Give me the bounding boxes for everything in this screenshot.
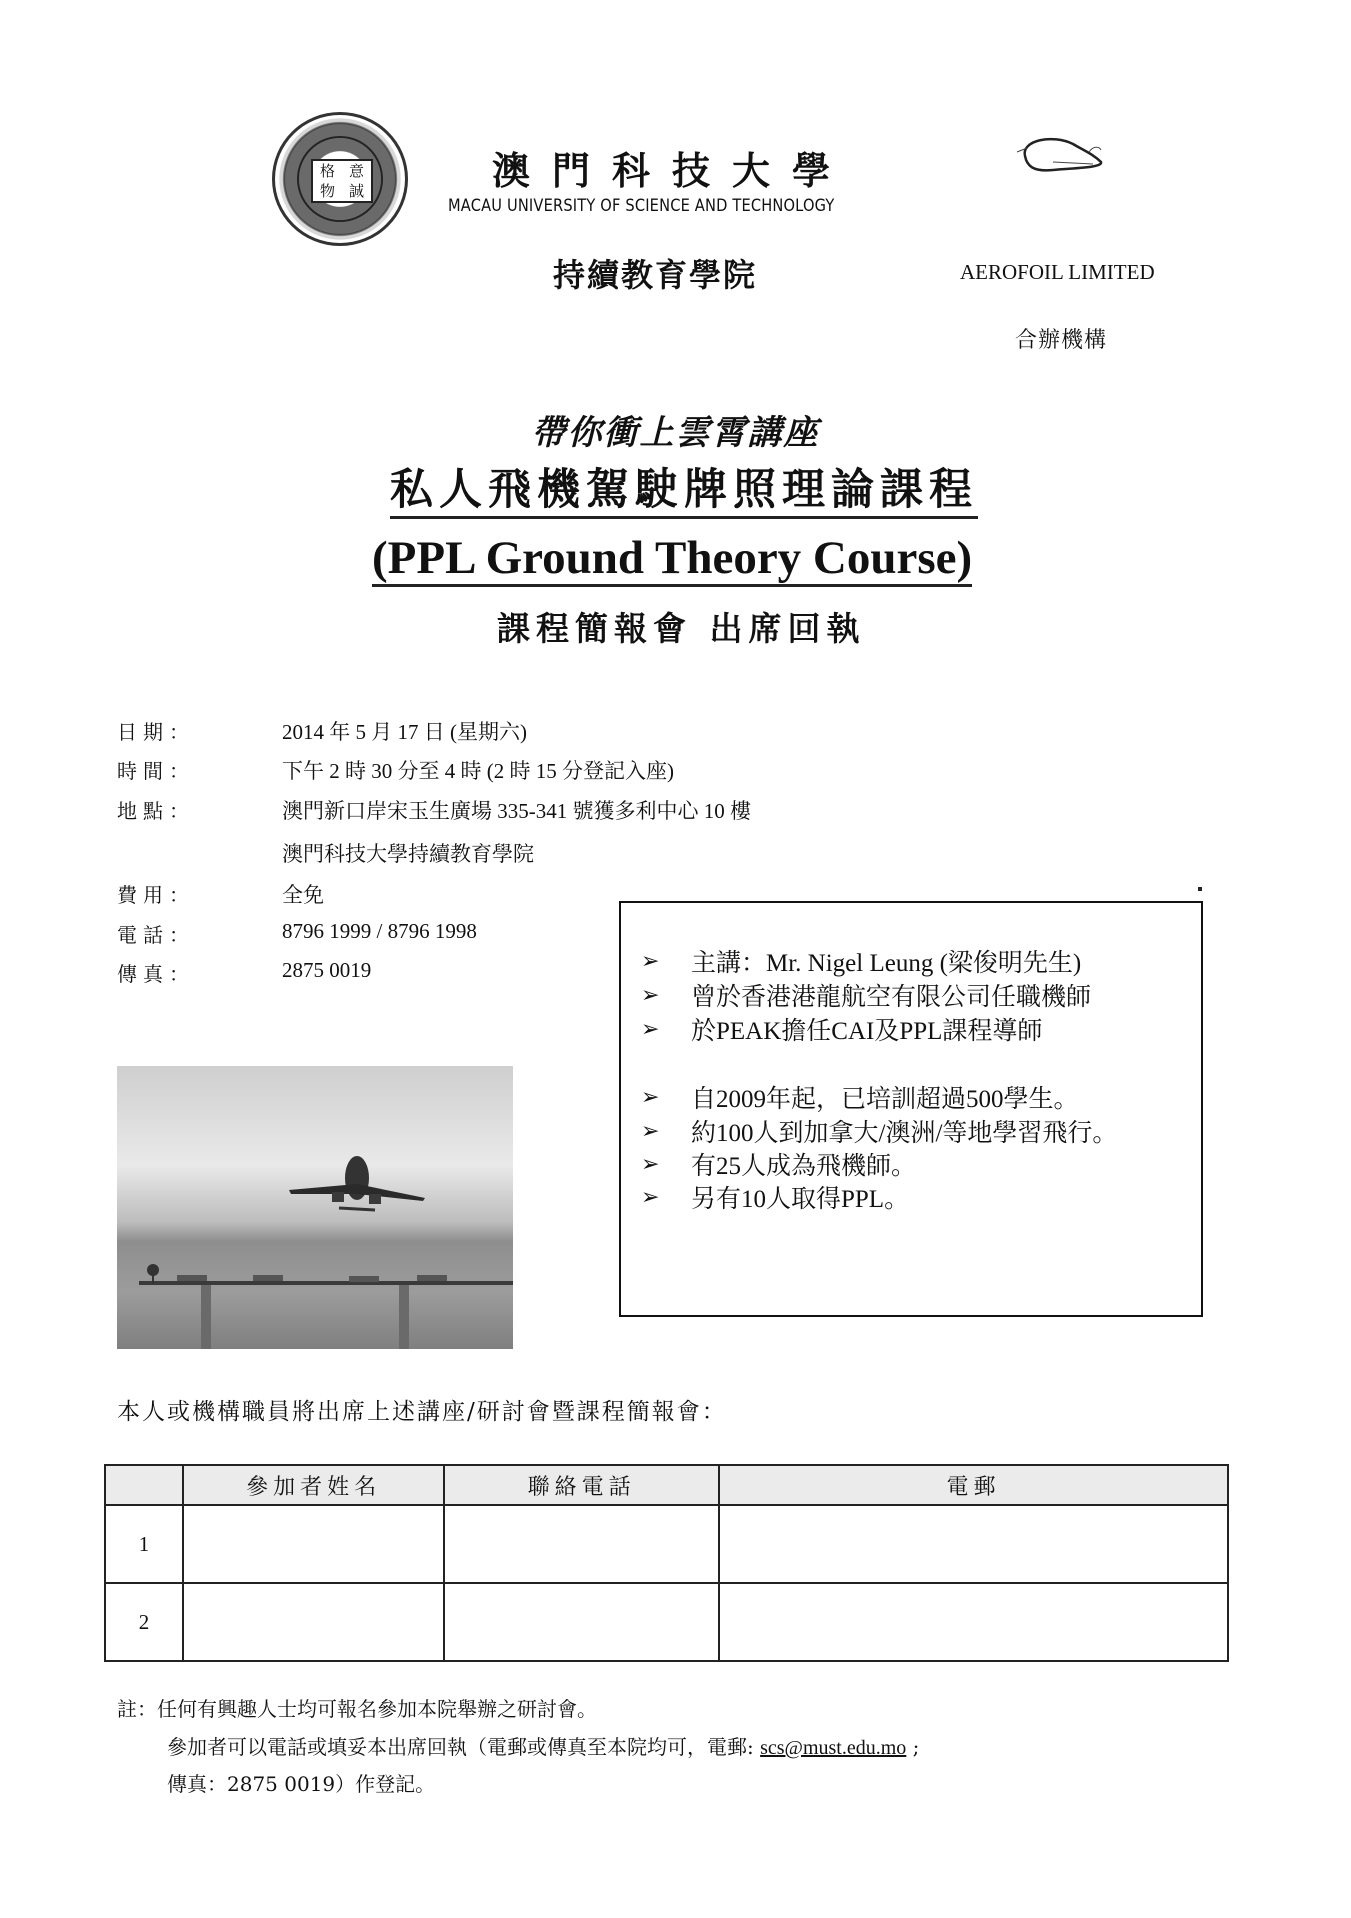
bullet-item xyxy=(641,1079,1079,1115)
seal-motto-char: 意 xyxy=(348,162,364,180)
table-row xyxy=(105,1505,1228,1583)
note-line-2-text: 參加者可以電話或填妥本出席回執（電郵或傳真至本院均可，電郵: xyxy=(167,1735,761,1759)
date-label: 日期： xyxy=(117,720,195,744)
scan-mark xyxy=(1198,887,1202,891)
bullet-text: 曾於香港港龍航空有限公司任職機師 xyxy=(691,984,1092,1011)
venue-value: 澳門新口岸宋玉生廣場 335-341 號獲多利中心 10 樓 xyxy=(282,799,751,823)
email-cell[interactable] xyxy=(719,1505,1228,1583)
university-name-en: MACAU UNIVERSITY OF SCIENCE AND TECHNOLOGY xyxy=(448,196,835,216)
bullet-item xyxy=(641,1146,916,1182)
time-value: 下午 2 時 30 分至 4 時 (2 時 15 分登記入座) xyxy=(282,759,674,783)
phone-cell[interactable] xyxy=(444,1583,719,1661)
phone-value: 8796 1999 / 8796 1998 xyxy=(282,919,477,943)
seal-motto xyxy=(311,159,373,203)
bullet-item xyxy=(641,1179,909,1215)
column-header-number xyxy=(105,1465,183,1505)
partner-name: AEROFOIL LIMITED xyxy=(960,260,1155,284)
seal-motto-char: 格 xyxy=(319,162,335,180)
note-line-2-suffix: ; xyxy=(906,1735,920,1759)
name-cell[interactable] xyxy=(183,1583,445,1661)
time-label: 時間： xyxy=(117,759,195,783)
note-line-2 xyxy=(167,1731,919,1760)
bullet-text: 於PEAK擔任CAI及PPL課程導師 xyxy=(691,1018,1043,1045)
attendance-heading: 本人或機構職員將出席上述講座/研討會暨課程簡報會： xyxy=(117,1399,727,1425)
row-number: 1 xyxy=(105,1505,183,1583)
fee-value: 全免 xyxy=(282,883,324,907)
arrow-bullet-icon: ➢ xyxy=(641,1016,660,1041)
date-value: 2014 年 5 月 17 日 (星期六) xyxy=(282,720,527,744)
bullet-text: 有25人成為飛機師。 xyxy=(691,1153,917,1180)
course-title-en: (PPL Ground Theory Course) xyxy=(372,532,972,587)
seal-motto-char: 物 xyxy=(319,182,335,200)
table-row xyxy=(105,1583,1228,1661)
airplane-takeoff-photo xyxy=(117,1066,513,1349)
aerofoil-logo-icon xyxy=(1013,132,1113,180)
bullet-text: 約100人到加拿大/澳洲/等地學習飛行。 xyxy=(691,1120,1118,1147)
university-seal-logo xyxy=(272,112,408,246)
arrow-bullet-icon: ➢ xyxy=(641,982,660,1007)
course-title-zh: 私人飛機駕駛牌照理論課程 xyxy=(390,466,978,519)
email-cell[interactable] xyxy=(719,1583,1228,1661)
school-name: 持續教育學院 xyxy=(553,256,758,294)
bullet-item xyxy=(641,1011,1042,1047)
instructor-info-box xyxy=(619,901,1203,1317)
note-line-3: 傳真：2875 0019）作登記。 xyxy=(167,1772,436,1796)
fee-label: 費用： xyxy=(117,883,195,907)
venue-label: 地點： xyxy=(117,799,195,823)
partner-role: 合辦機構 xyxy=(1015,328,1108,353)
column-header-email: 電郵 xyxy=(719,1465,1228,1505)
email-link[interactable]: scs@must.edu.mo xyxy=(760,1737,907,1759)
row-number: 2 xyxy=(105,1583,183,1661)
bullet-text: 另有10人取得PPL。 xyxy=(691,1186,910,1213)
seminar-subtitle: 帶你衝上雲霄講座 xyxy=(531,413,820,453)
arrow-bullet-icon: ➢ xyxy=(641,1184,660,1209)
table-header-row xyxy=(105,1465,1228,1505)
arrow-bullet-icon: ➢ xyxy=(641,948,660,973)
seal-motto-char: 誠 xyxy=(348,182,364,200)
form-title: 課程簡報會 出席回執 xyxy=(497,609,866,648)
fax-label: 傳真： xyxy=(117,962,195,986)
university-name-zh: 澳門科技大學 xyxy=(492,148,853,193)
venue-value-line2: 澳門科技大學持續教育學院 xyxy=(282,842,534,866)
phone-label: 電話： xyxy=(117,923,195,947)
arrow-bullet-icon: ➢ xyxy=(641,1151,660,1176)
attendance-table xyxy=(104,1464,1229,1662)
name-cell[interactable] xyxy=(183,1505,445,1583)
bullet-item xyxy=(641,977,1091,1013)
bullet-item xyxy=(641,943,1081,979)
column-header-phone: 聯絡電話 xyxy=(444,1465,719,1505)
bullet-item xyxy=(641,1113,1117,1149)
fax-value: 2875 0019 xyxy=(282,958,372,982)
column-header-name: 參加者姓名 xyxy=(183,1465,445,1505)
arrow-bullet-icon: ➢ xyxy=(641,1084,660,1109)
bullet-text: 主講：Mr. Nigel Leung (梁俊明先生) xyxy=(691,950,1082,977)
bullet-text: 自2009年起，已培訓超過500學生。 xyxy=(691,1086,1079,1113)
phone-cell[interactable] xyxy=(444,1505,719,1583)
airplane-icon xyxy=(117,1066,513,1349)
note-line-1: 註：任何有興趣人士均可報名參加本院舉辦之研討會。 xyxy=(117,1697,597,1721)
arrow-bullet-icon: ➢ xyxy=(641,1118,660,1143)
